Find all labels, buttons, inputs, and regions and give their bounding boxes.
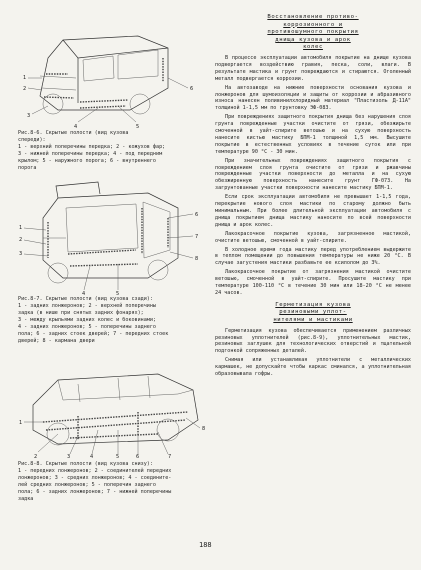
callout-label: 8 — [202, 426, 206, 432]
car-body-front-illustration — [18, 18, 208, 133]
paragraph: Если срок эксплуатации автомобиля не превышает 1-1,5 года, перекрытие нового слоя мастики по старому должно быть минимальным. При более длительной эксплуатации автомобиля с днища покрытием днища мастику наносите по всей поверхности днища и арок колес. — [215, 194, 411, 228]
callout-label: 5 — [116, 454, 120, 460]
figure-8-7-caption: Рис.8-7. Скрытые полости (вид кузова сзади): 1 - задних лонжеронов; 2 - верхней поперечины задка (в нише при снятых задних фонарях); 3 - между крыльями задних колес и боковинами; 4 - задних лонжеронов; 5 - поперечины заднего пола; 6 - задних стоек дверей; 7 - передних стоек дверей; 8 - кармана двери — [18, 296, 169, 344]
text-column — [215, 14, 411, 380]
callout-label: 2 — [19, 237, 23, 243]
paragraph: При значительных повреждениях защитного покрытия с повреждением слоя грунта очистите от грязи и ржавчины поврежденные участки поверхности до металла и на сухую обезжиренную поверхность нанесите грунт ГФ-073. На загрунтованные участки поверхности нанесите мастику БПМ-1. — [215, 157, 411, 192]
figure-8-7 — [18, 178, 208, 298]
figure-8-8-caption: Рис.8-8. Скрытые полости (вид кузова снизу): 1 - передних лонжеронов; 2 - соединителей передних лонжеронов; 3 - средних лонжеронов; 4 - соедините- лей средних лонжеронов; 5 - поперечин заднего пола; 6 - задних лонжеронов; 7 - нижней поперечины задка — [18, 461, 172, 502]
callout-label: 2 — [34, 454, 38, 460]
callout-label: 6 — [136, 454, 140, 460]
paragraph: Снимая или устанавливая уплотнители с металлических кармашек, не допускайте чтобы каркас сминался, а уплотнительная образовывала гофры. — [215, 357, 411, 378]
section-heading-body-sealing: Герметизация кузова резиновыми уплот- нителями и мастиками — [273, 301, 353, 324]
callout-label: 4 — [90, 454, 94, 460]
callout-label: 1 — [23, 75, 27, 81]
callout-label: 7 — [195, 234, 199, 240]
figure-8-6 — [18, 18, 208, 133]
callout-label: 5 — [136, 124, 140, 130]
callout-label: 4 — [74, 124, 78, 130]
callout-label: 3 — [19, 251, 23, 257]
paragraph: В холодное время года мастику перед употреблением выдержите в теплом помещении до повышения температуры не ниже 20 °С. В случае загустения мастики разбавьте ее ксилолом до 3%. — [215, 246, 411, 267]
section-heading-underbody-coating: Восстановление противо- коррозионного и противошумного покрытия днища кузова и арок колес — [267, 14, 359, 51]
car-body-rear-illustration — [18, 178, 208, 298]
page-number: 188 — [199, 541, 212, 549]
callout-label: 1 — [19, 420, 23, 426]
callout-label: 6 — [195, 212, 199, 218]
car-body-underside-illustration — [18, 360, 212, 460]
callout-label: 3 — [27, 113, 31, 119]
callout-label: 3 — [67, 454, 71, 460]
paragraph: Лакокрасочное покрытие кузова, загрязненное мастикой, очистите ветошью, смоченной в уайт-спирите. — [215, 230, 411, 244]
paragraph: При повреждениях защитного покрытия днища без нарушения слоя грунта поврежденные участки очистите от грязи, обезжирьте смоченной в уайт-спирите ветошью и на сухую поверхность нанесите кистью мастику БПМ-1 толщиной 1,5 мм. Высушите покрытие в естественных условиях в течение суток или при температуре 90 °С - 30 мин. — [215, 114, 411, 155]
paragraph: В процессе эксплуатации автомобиля покрытие на днище кузова подвергается воздействию гравия, песка, соли, влаги. В результате мастика и грунт повреждаются и стираются. Оголенный металл подвергается коррозии. — [215, 54, 411, 82]
figure-8-6-caption: Рис.8-6. Скрытые полости (вид кузова спереди): 1 - верхний поперечины передка; 2 - кожухов фар; 3 - нижней поперечины передка; 4 - под передним крылом; 5 - наружного порога; 6 - внутреннего порога — [18, 130, 166, 171]
callout-label: 8 — [195, 256, 199, 262]
callout-label: 2 — [23, 86, 27, 92]
callout-label: 1 — [19, 225, 23, 231]
paragraph: Лакокрасочное покрытие от загрязнения мастикой очистите ветошью, смоченной в уайт-спирите. Просушите мастику при температуре 100-110 °С в течение 30 мин или 18-20 °С не менее 24 часов. — [215, 269, 411, 296]
paragraph: На автозаводе на нижние поверхности основания кузова и лонжеронов для шумоизоляции и защиты от коррозии и абразивного износа нанесен поливинилхлоридный материал "Пластизоль Д-11А" толщиной 1-1,5 мм по грунтовку ЭФ-083. — [215, 84, 411, 112]
figure-8-8 — [18, 360, 212, 460]
callout-label: 5 — [116, 291, 120, 297]
callout-label: 4 — [82, 291, 86, 297]
callout-label: 7 — [168, 454, 172, 460]
paragraph: Герметизация кузова обеспечивается применением различных резиновых уплотнителей (рис.8-9), уплотнительных мастик, резиновых заглушек для технологических отверстий и тщательной подгонкой сопряженных деталей. — [215, 327, 411, 355]
callout-label: 6 — [190, 86, 194, 92]
